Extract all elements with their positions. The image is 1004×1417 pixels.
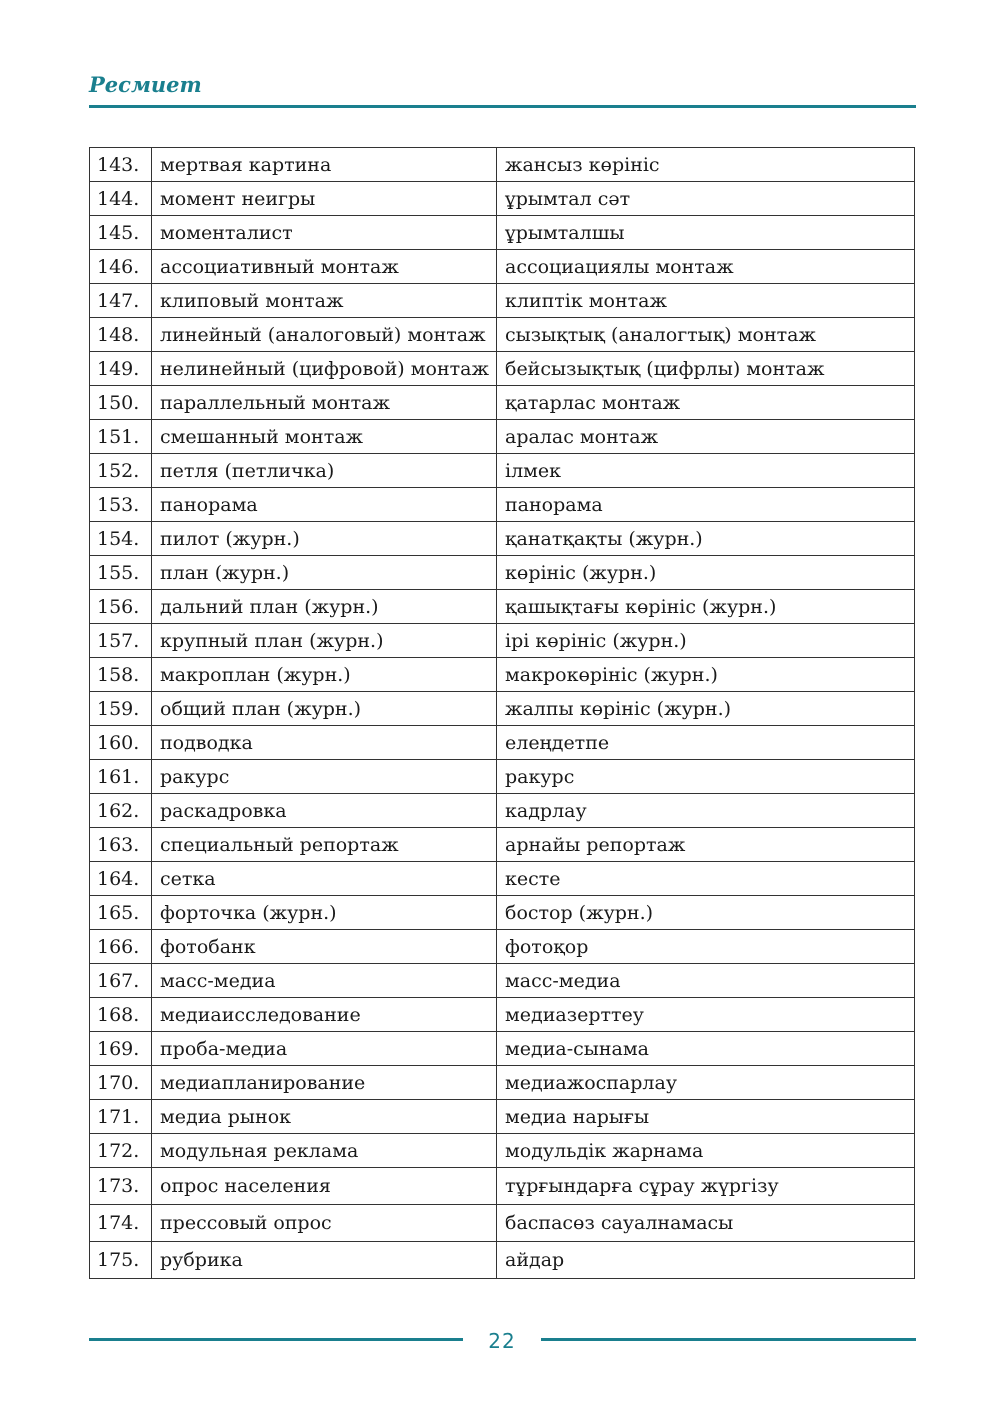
table-row bbox=[90, 250, 915, 284]
table-row bbox=[90, 1100, 915, 1134]
russian-term-cell: сетка bbox=[152, 862, 497, 896]
row-number-cell: 143. bbox=[90, 148, 152, 182]
kazakh-term-cell: сызықтық (аналогтық) монтаж bbox=[497, 318, 915, 352]
kazakh-term-cell: баспасөз сауалнамасы bbox=[497, 1205, 915, 1242]
russian-term-cell: план (журн.) bbox=[152, 556, 497, 590]
kazakh-term-cell: ілмек bbox=[497, 454, 915, 488]
glossary-table-body bbox=[90, 148, 915, 1279]
table-row bbox=[90, 1066, 915, 1100]
kazakh-term-cell: кадрлау bbox=[497, 794, 915, 828]
table-row bbox=[90, 454, 915, 488]
table-row bbox=[90, 1242, 915, 1279]
row-number-cell: 149. bbox=[90, 352, 152, 386]
russian-term-cell: модульная реклама bbox=[152, 1134, 497, 1168]
row-number-cell: 154. bbox=[90, 522, 152, 556]
russian-term-cell: мертвая картина bbox=[152, 148, 497, 182]
running-header-title: Ресмиет bbox=[89, 72, 202, 97]
kazakh-term-cell: медиа нарығы bbox=[497, 1100, 915, 1134]
russian-term-cell: форточка (журн.) bbox=[152, 896, 497, 930]
row-number-cell: 159. bbox=[90, 692, 152, 726]
row-number-cell: 156. bbox=[90, 590, 152, 624]
kazakh-term-cell: арнайы репортаж bbox=[497, 828, 915, 862]
russian-term-cell: линейный (аналоговый) монтаж bbox=[152, 318, 497, 352]
table-row bbox=[90, 1205, 915, 1242]
table-row bbox=[90, 794, 915, 828]
russian-term-cell: специальный репортаж bbox=[152, 828, 497, 862]
kazakh-term-cell: клиптік монтаж bbox=[497, 284, 915, 318]
row-number-cell: 169. bbox=[90, 1032, 152, 1066]
header-rule bbox=[89, 105, 916, 108]
russian-term-cell: фотобанк bbox=[152, 930, 497, 964]
row-number-cell: 174. bbox=[90, 1205, 152, 1242]
table-row bbox=[90, 420, 915, 454]
row-number-cell: 147. bbox=[90, 284, 152, 318]
kazakh-term-cell: ұрымтал сәт bbox=[497, 182, 915, 216]
table-row bbox=[90, 352, 915, 386]
russian-term-cell: подводка bbox=[152, 726, 497, 760]
russian-term-cell: раскадровка bbox=[152, 794, 497, 828]
row-number-cell: 155. bbox=[90, 556, 152, 590]
row-number-cell: 166. bbox=[90, 930, 152, 964]
row-number-cell: 160. bbox=[90, 726, 152, 760]
table-row bbox=[90, 182, 915, 216]
row-number-cell: 170. bbox=[90, 1066, 152, 1100]
row-number-cell: 150. bbox=[90, 386, 152, 420]
row-number-cell: 158. bbox=[90, 658, 152, 692]
table-row bbox=[90, 488, 915, 522]
kazakh-term-cell: медиа-сынама bbox=[497, 1032, 915, 1066]
russian-term-cell: ассоциативный монтаж bbox=[152, 250, 497, 284]
footer-rule-right bbox=[541, 1338, 916, 1341]
russian-term-cell: масс-медиа bbox=[152, 964, 497, 998]
kazakh-term-cell: ұрымталшы bbox=[497, 216, 915, 250]
table-row bbox=[90, 930, 915, 964]
table-row bbox=[90, 692, 915, 726]
russian-term-cell: параллельный монтаж bbox=[152, 386, 497, 420]
kazakh-term-cell: қанатқақты (журн.) bbox=[497, 522, 915, 556]
kazakh-term-cell: панорама bbox=[497, 488, 915, 522]
row-number-cell: 164. bbox=[90, 862, 152, 896]
kazakh-term-cell: айдар bbox=[497, 1242, 915, 1279]
kazakh-term-cell: кесте bbox=[497, 862, 915, 896]
russian-term-cell: смешанный монтаж bbox=[152, 420, 497, 454]
kazakh-term-cell: бейсызықтық (цифрлы) монтаж bbox=[497, 352, 915, 386]
table-row bbox=[90, 318, 915, 352]
russian-term-cell: нелинейный (цифровой) монтаж bbox=[152, 352, 497, 386]
russian-term-cell: моменталист bbox=[152, 216, 497, 250]
row-number-cell: 173. bbox=[90, 1168, 152, 1205]
row-number-cell: 152. bbox=[90, 454, 152, 488]
kazakh-term-cell: елеңдетпе bbox=[497, 726, 915, 760]
kazakh-term-cell: тұрғындарға сұрау жүргізу bbox=[497, 1168, 915, 1205]
kazakh-term-cell: жансыз көрініс bbox=[497, 148, 915, 182]
kazakh-term-cell: ірі көрініс (журн.) bbox=[497, 624, 915, 658]
table-row bbox=[90, 964, 915, 998]
russian-term-cell: пилот (журн.) bbox=[152, 522, 497, 556]
kazakh-term-cell: қашықтағы көрініс (журн.) bbox=[497, 590, 915, 624]
table-row bbox=[90, 828, 915, 862]
row-number-cell: 175. bbox=[90, 1242, 152, 1279]
kazakh-term-cell: ракурс bbox=[497, 760, 915, 794]
table-row bbox=[90, 726, 915, 760]
kazakh-term-cell: макрокөрініс (журн.) bbox=[497, 658, 915, 692]
table-row bbox=[90, 590, 915, 624]
kazakh-term-cell: аралас монтаж bbox=[497, 420, 915, 454]
russian-term-cell: проба-медиа bbox=[152, 1032, 497, 1066]
table-row bbox=[90, 760, 915, 794]
russian-term-cell: панорама bbox=[152, 488, 497, 522]
table-row bbox=[90, 1032, 915, 1066]
table-row bbox=[90, 998, 915, 1032]
russian-term-cell: прессовый опрос bbox=[152, 1205, 497, 1242]
row-number-cell: 153. bbox=[90, 488, 152, 522]
kazakh-term-cell: бостор (журн.) bbox=[497, 896, 915, 930]
row-number-cell: 168. bbox=[90, 998, 152, 1032]
table-row bbox=[90, 556, 915, 590]
row-number-cell: 161. bbox=[90, 760, 152, 794]
russian-term-cell: ракурс bbox=[152, 760, 497, 794]
russian-term-cell: момент неигры bbox=[152, 182, 497, 216]
russian-term-cell: крупный план (журн.) bbox=[152, 624, 497, 658]
page-number: 22 bbox=[488, 1329, 516, 1353]
kazakh-term-cell: көрініс (журн.) bbox=[497, 556, 915, 590]
russian-term-cell: медиаисследование bbox=[152, 998, 497, 1032]
table-row bbox=[90, 148, 915, 182]
table-row bbox=[90, 386, 915, 420]
russian-term-cell: общий план (журн.) bbox=[152, 692, 497, 726]
russian-term-cell: макроплан (журн.) bbox=[152, 658, 497, 692]
row-number-cell: 148. bbox=[90, 318, 152, 352]
row-number-cell: 163. bbox=[90, 828, 152, 862]
russian-term-cell: медиапланирование bbox=[152, 1066, 497, 1100]
row-number-cell: 172. bbox=[90, 1134, 152, 1168]
table-row bbox=[90, 216, 915, 250]
table-row bbox=[90, 1168, 915, 1205]
kazakh-term-cell: жалпы көрініс (журн.) bbox=[497, 692, 915, 726]
row-number-cell: 146. bbox=[90, 250, 152, 284]
row-number-cell: 167. bbox=[90, 964, 152, 998]
kazakh-term-cell: модульдік жарнама bbox=[497, 1134, 915, 1168]
table-row bbox=[90, 1134, 915, 1168]
row-number-cell: 162. bbox=[90, 794, 152, 828]
glossary-table bbox=[89, 147, 915, 1279]
russian-term-cell: рубрика bbox=[152, 1242, 497, 1279]
row-number-cell: 144. bbox=[90, 182, 152, 216]
table-row bbox=[90, 284, 915, 318]
footer-rule-left bbox=[89, 1338, 463, 1341]
row-number-cell: 165. bbox=[90, 896, 152, 930]
russian-term-cell: клиповый монтаж bbox=[152, 284, 497, 318]
table-row bbox=[90, 896, 915, 930]
russian-term-cell: опрос населения bbox=[152, 1168, 497, 1205]
row-number-cell: 145. bbox=[90, 216, 152, 250]
row-number-cell: 157. bbox=[90, 624, 152, 658]
kazakh-term-cell: медиажоспарлау bbox=[497, 1066, 915, 1100]
kazakh-term-cell: ассоциациялы монтаж bbox=[497, 250, 915, 284]
table-row bbox=[90, 862, 915, 896]
russian-term-cell: медиа рынок bbox=[152, 1100, 497, 1134]
row-number-cell: 151. bbox=[90, 420, 152, 454]
russian-term-cell: дальний план (журн.) bbox=[152, 590, 497, 624]
kazakh-term-cell: медиазерттеу bbox=[497, 998, 915, 1032]
kazakh-term-cell: фотоқор bbox=[497, 930, 915, 964]
table-row bbox=[90, 658, 915, 692]
table-row bbox=[90, 624, 915, 658]
russian-term-cell: петля (петличка) bbox=[152, 454, 497, 488]
table-row bbox=[90, 522, 915, 556]
kazakh-term-cell: масс-медиа bbox=[497, 964, 915, 998]
kazakh-term-cell: қатарлас монтаж bbox=[497, 386, 915, 420]
row-number-cell: 171. bbox=[90, 1100, 152, 1134]
